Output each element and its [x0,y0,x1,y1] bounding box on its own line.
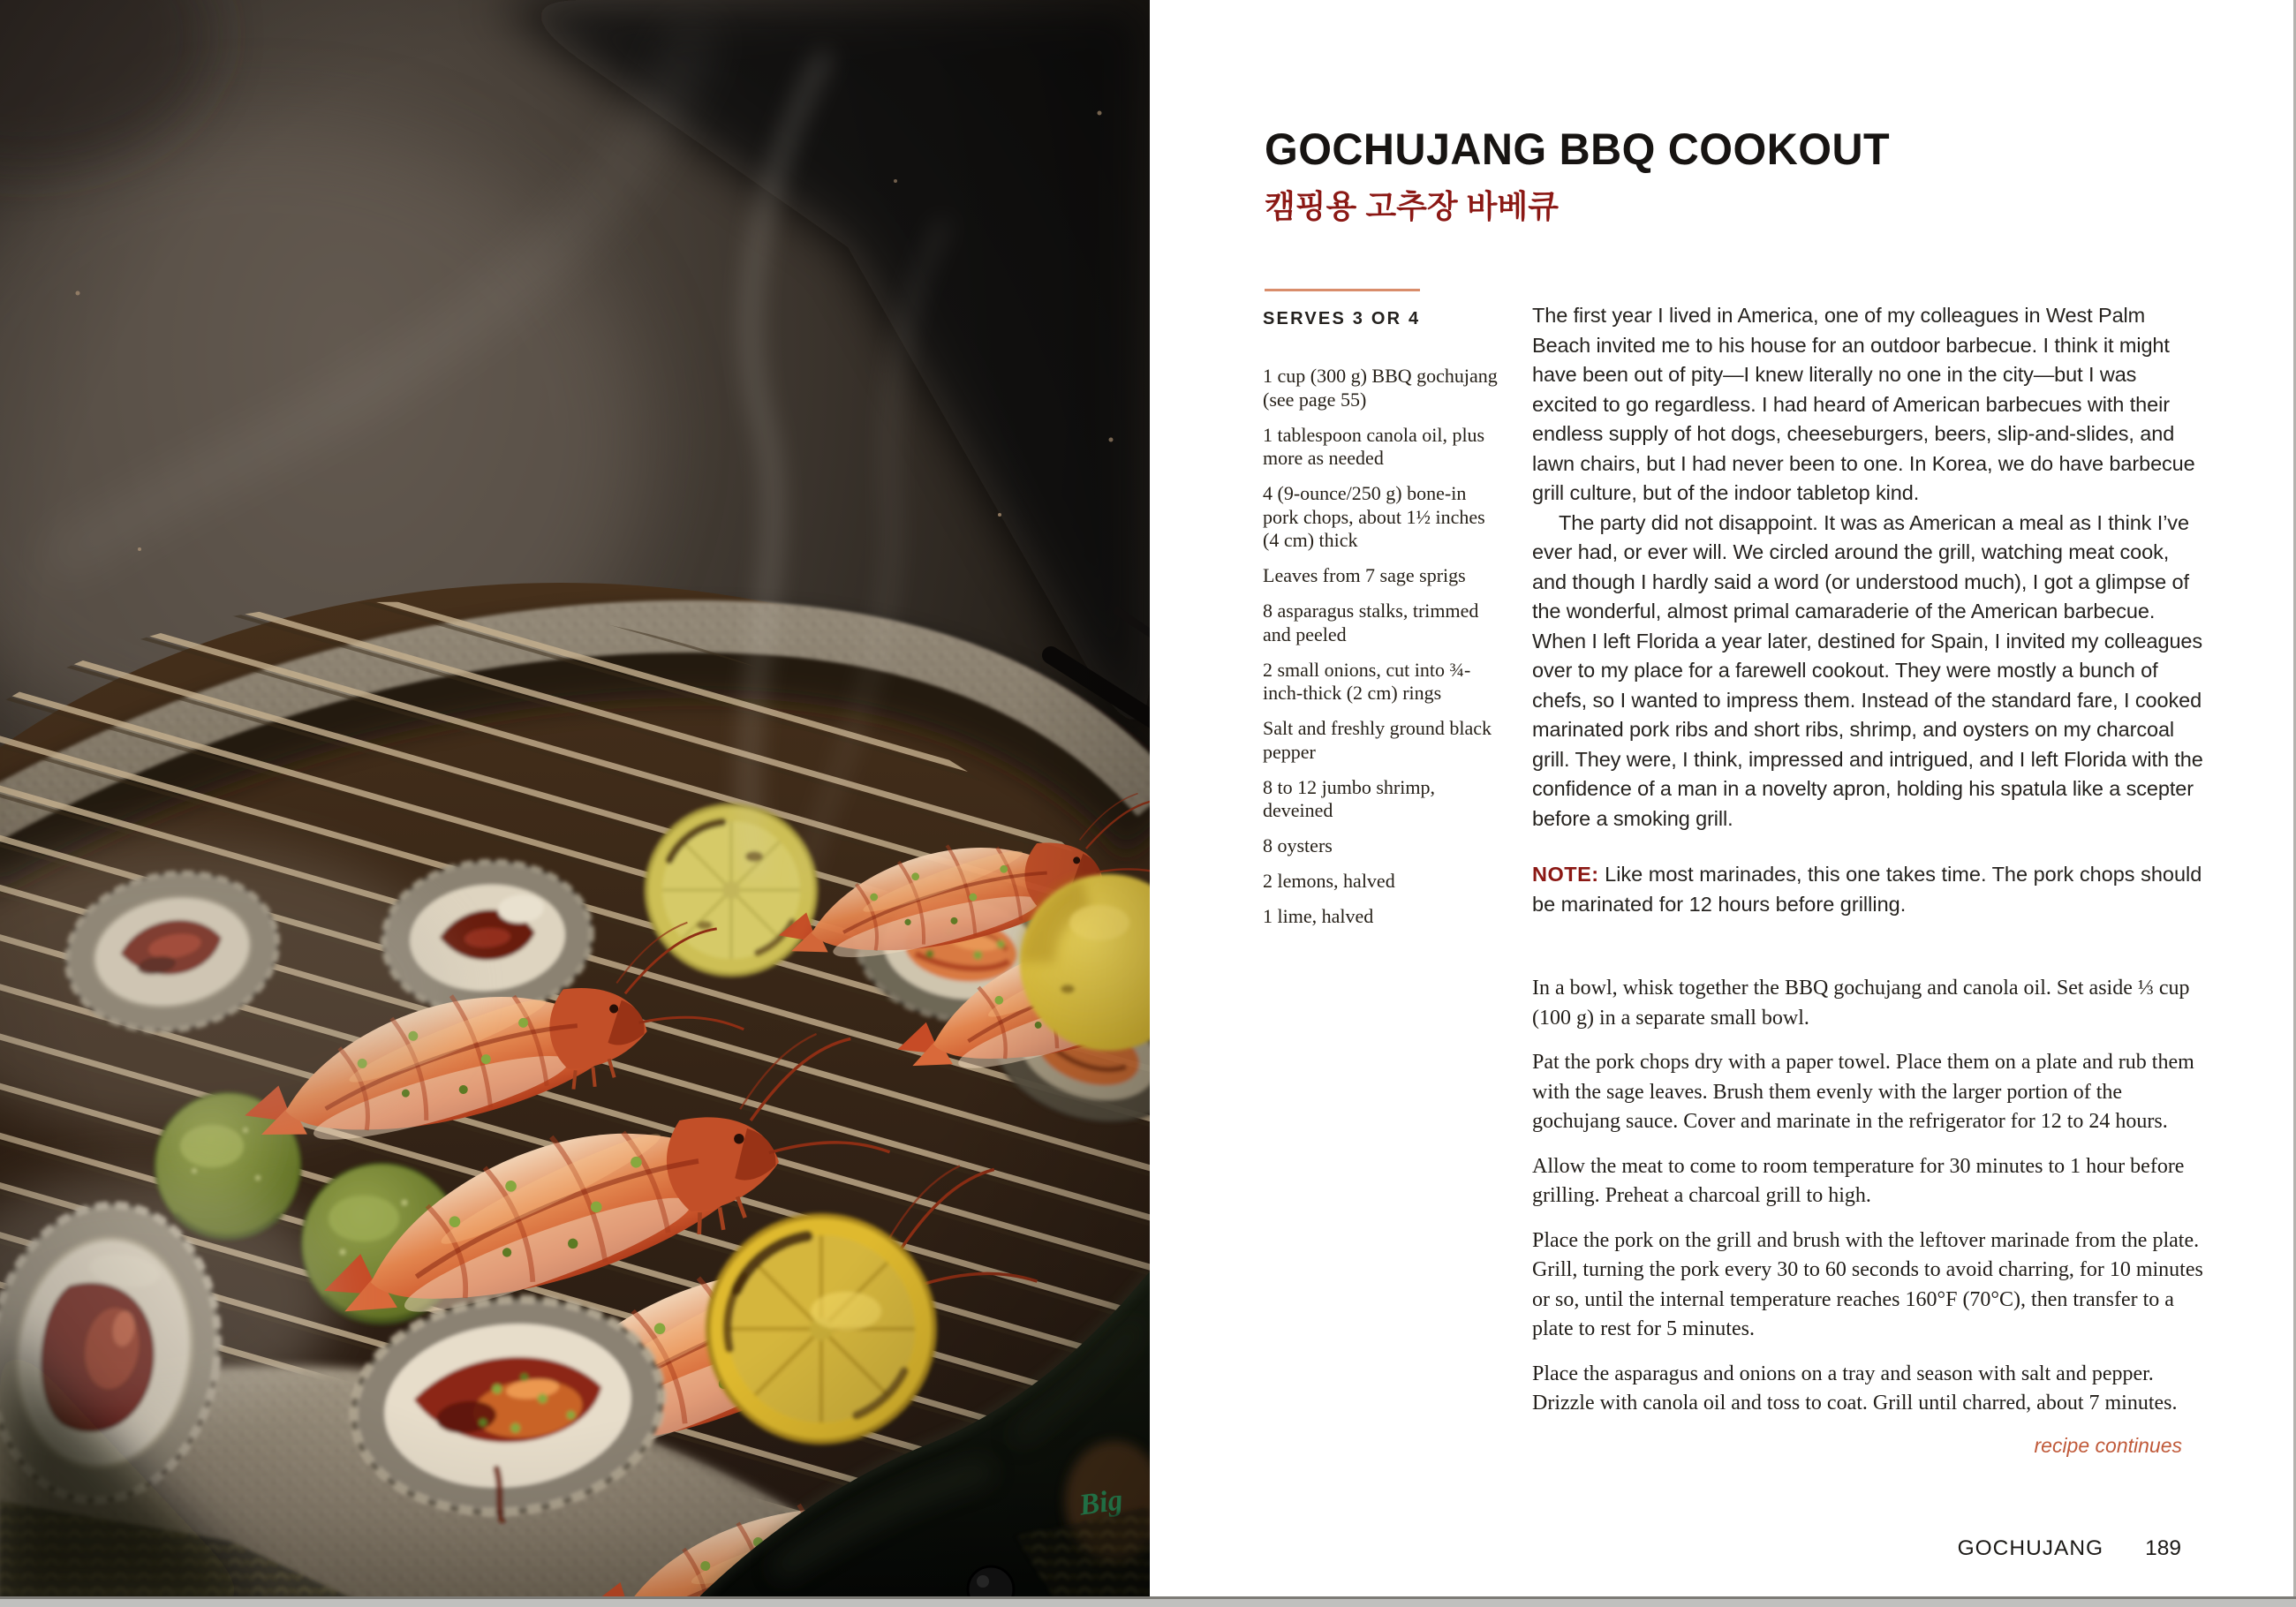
ingredient-item: 8 to 12 jumbo shrimp, deveined [1263,775,1435,821]
ingredient-item: 8 oysters [1263,834,1333,856]
footer-page-number: 189 [2145,1536,2181,1560]
ingredient-item: Salt and freshly ground black pepper [1263,717,1492,763]
ingredient-item: 2 lemons, halved [1263,870,1395,892]
recipe-continues-note: recipe continues [2034,1433,2182,1457]
page-footer [1958,1536,2181,1561]
headnote [1532,301,2203,834]
ingredient-item: 4 (9-ounce/250 g) bone-in pork chops, about 1½ inches (4 cm) thick [1263,482,1485,551]
method-step: Place the asparagus and onions on a tray and season with salt and pepper. Drizzle with canola oil and toss to coat. Grill until charred, about 7 minutes. [1532,1362,2178,1415]
note-text: Like most marinades, this one takes time. The pork chops should be marinated for 12 hours before grilling. [1532,863,2202,916]
ingredient-item: 1 tablespoon canola oil, plus more as needed [1263,423,1485,469]
method-step: Pat the pork chops dry with a paper towel. Place them on a plate and rub them with the sage leaves. Brush them evenly with the larger portion of the gochujang sauce. Cover and marinate in the refrigerator for 12 to 24 hours. [1532,1051,2194,1133]
method-step: Place the pork on the grill and brush with the leftover marinade from the plate. Grill, turning the pork every 30 to 60 seconds to avoid charring, for 10 minutes or so, until the internal temperature reaches 160°F (70°C), then transfer to a plate to rest for 5 minutes. [1532,1228,2203,1340]
recipe-title: GOCHUJANG BBQ COOKOUT [1265,124,1891,174]
page-bottom-edge [0,1596,2296,1607]
ingredient-list [1263,365,1499,929]
recipe-body [1532,301,2203,1458]
ingredients-column [1263,289,1499,940]
recipe-page [1150,0,2296,1607]
recipe-subtitle-korean: 캠핑용 고추장 바베큐 [1265,188,1559,224]
ingredient-item: 8 asparagus stalks, trimmed and peeled [1263,600,1479,645]
method-step: In a bowl, whisk together the BBQ gochujang and canola oil. Set aside ⅓ cup (100 g) in a separate small bowl. [1532,977,2190,1030]
note-label: NOTE: [1532,863,1599,886]
serves-label: SERVES 3 OR 4 [1263,309,1421,328]
headnote-paragraph: The first year I lived in America, one of my colleagues in West Palm Beach invited me to his house for an outdoor barbecue. I think it might have been out of pity—I knew literally no one in the city—but I was excited to go regardless. I had heard of American barbecues with their endless supply of hot dogs, cheeseburgers, beers, slip-and-slides, and lawn chairs, but I had never been to one. In Korea, we do have barbecue grill culture, but of the indoor tabletop kind. [1532,304,2195,504]
ingredient-item: 2 small onions, cut into ¾-inch-thick (2 cm) rings [1263,658,1471,704]
footer-chapter: GOCHUJANG [1957,1536,2104,1560]
method-step: Allow the meat to come to room temperature for 30 minutes to 1 hour before grilling. Preheat a charcoal grill to high. [1532,1154,2185,1207]
recipe-note [1532,860,2203,919]
ingredient-item: Leaves from 7 sage sprigs [1263,564,1466,586]
accent-rule [1265,289,1420,291]
ingredient-item: 1 lime, halved [1263,905,1374,927]
method-steps [1532,974,2203,1419]
ingredient-item: 1 cup (300 g) BBQ gochujang (see page 55) [1263,365,1498,411]
headnote-paragraph: The party did not disappoint. It was as American a meal as I think I’ve ever had, or ever will. We circled around the grill, watching meat cook, and though I hardly said a word (or understood much), I got a glimpse of the wonderful, almost primal camaraderie of the American barbecue. When I left Florida a year later, destined for Spain, I invited my colleagues over to my place for a farewell cookout. They were mostly a bunch of chefs, so I wanted to impress them. Instead of the standard fare, I cooked marinated pork ribs and short ribs, shrimp, and oysters on my charcoal grill. They were, I think, impressed and intrigued, and I left Florida with the confidence of a man in a novelty apron, holding his spatula like a scepter before a smoking grill. [1532,510,2203,830]
